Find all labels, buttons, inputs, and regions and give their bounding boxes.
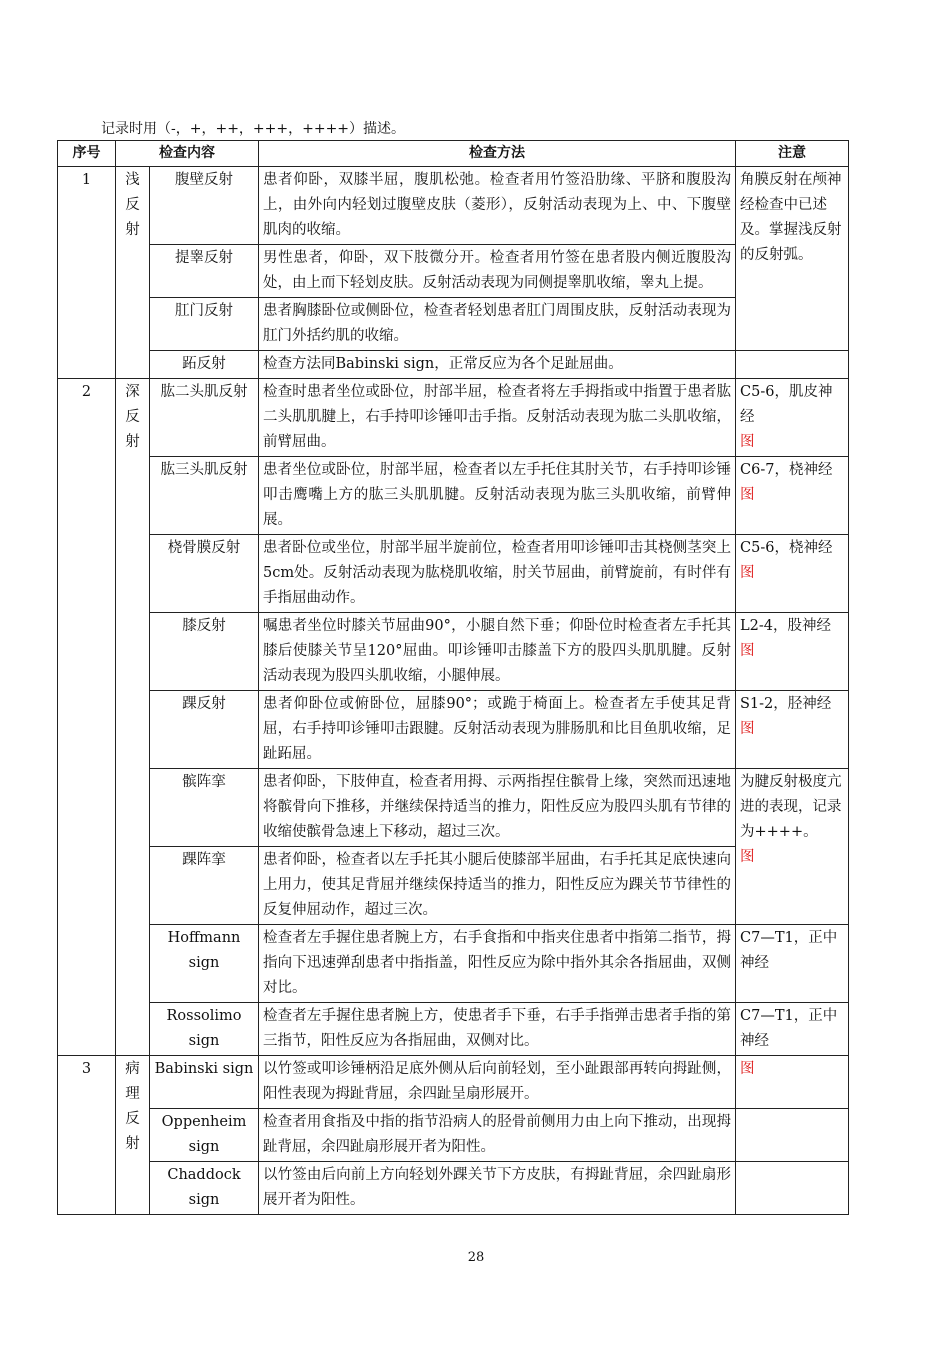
table-row	[58, 457, 849, 535]
item-method: 检查时患者坐位或卧位，肘部半屈，检查者将左手拇指或中指置于患者肱二头肌肌腱上，右手持叩诊锤叩击手指。反射活动表现为肱二头肌收缩，前臂屈曲。	[259, 379, 736, 457]
table-row	[58, 351, 849, 379]
note-text: S1-2，胫神经	[740, 696, 832, 712]
item-name: Rossolimo sign	[150, 1003, 259, 1056]
note-cell	[736, 1109, 849, 1162]
table-row	[58, 1162, 849, 1215]
table-row	[58, 535, 849, 613]
note-cell	[736, 379, 849, 457]
note-cell: C7—T1，正中神经	[736, 1003, 849, 1056]
table-row	[58, 691, 849, 769]
item-name: Oppenheim sign	[150, 1109, 259, 1162]
figure-link[interactable]: 图	[740, 721, 755, 737]
header-method: 检查方法	[259, 141, 736, 167]
item-name: 踝阵挛	[150, 847, 259, 925]
item-name: 踝反射	[150, 691, 259, 769]
group-category: 浅 反 射	[116, 167, 150, 379]
note-cell: 角膜反射在颅神经检查中已述及。掌握浅反射的反射弧。	[736, 167, 849, 351]
table-row	[58, 379, 849, 457]
note-text: C6-7，桡神经	[740, 462, 833, 478]
item-method: 嘱患者坐位时膝关节屈曲90°，小腿自然下垂；仰卧位时检查者左手托其膝后使膝关节呈120°屈曲。叩诊锤叩击膝盖下方的股四头肌肌腱。反射活动表现为股四头肌收缩，小腿伸展。	[259, 613, 736, 691]
table-header-row	[58, 141, 849, 167]
note-text: C5-6，肌皮神经	[740, 384, 833, 425]
figure-link[interactable]: 图	[740, 643, 755, 659]
group-category: 深 反 射	[116, 379, 150, 1056]
item-name: 桡骨膜反射	[150, 535, 259, 613]
figure-link[interactable]: 图	[740, 487, 755, 503]
header-item: 检查内容	[116, 141, 259, 167]
note-cell	[736, 769, 849, 925]
item-method: 患者坐位或卧位，肘部半屈，检查者以左手托住其肘关节，右手持叩诊锤叩击鹰嘴上方的肱三头肌肌腱。反射活动表现为肱三头肌收缩，前臂伸展。	[259, 457, 736, 535]
intro-text: 记录时用（-，+，++，+++，++++）描述。	[101, 121, 406, 137]
table-row	[58, 769, 849, 847]
item-method: 以竹签或叩诊锤柄沿足底外侧从后向前轻划，至小趾跟部再转向拇趾侧，阳性表现为拇趾背屈，余四趾呈扇形展开。	[259, 1056, 736, 1109]
figure-link[interactable]: 图	[740, 1061, 755, 1077]
item-name: 肛门反射	[150, 298, 259, 351]
note-cell	[736, 1162, 849, 1215]
item-method: 检查方法同Babinski sign，正常反应为各个足趾屈曲。	[259, 351, 736, 379]
item-method: 患者卧位或坐位，肘部半屈半旋前位，检查者用叩诊锤叩击其桡侧茎突上5cm处。反射活动表现为肱桡肌收缩，肘关节屈曲，前臂旋前，有时伴有手指屈曲动作。	[259, 535, 736, 613]
item-name: 膝反射	[150, 613, 259, 691]
group-number: 3	[58, 1056, 116, 1215]
group-number: 2	[58, 379, 116, 1056]
header-no: 序号	[58, 141, 116, 167]
note-cell	[736, 613, 849, 691]
item-name: Babinski sign	[150, 1056, 259, 1109]
item-name: 肱二头肌反射	[150, 379, 259, 457]
note-text: L2-4，股神经	[740, 618, 831, 634]
figure-link[interactable]: 图	[740, 849, 755, 865]
item-method: 患者胸膝卧位或侧卧位，检查者轻划患者肛门周围皮肤，反射活动表现为肛门外括约肌的收缩。	[259, 298, 736, 351]
table-row	[58, 613, 849, 691]
item-method: 男性患者，仰卧，双下肢微分开。检查者用竹签在患者股内侧近腹股沟处，由上而下轻划皮肤。反射活动表现为同侧提睾肌收缩，睾丸上提。	[259, 245, 736, 298]
table-row	[58, 925, 849, 1003]
item-method: 以竹签由后向前上方向轻划外踝关节下方皮肤，有拇趾背屈，余四趾扇形展开者为阳性。	[259, 1162, 736, 1215]
page-number: 28	[467, 1250, 485, 1265]
group-category: 病 理 反 射	[116, 1056, 150, 1215]
item-method: 患者仰卧，下肢伸直，检查者用拇、示两指捏住髌骨上缘，突然而迅速地将髌骨向下推移，并继续保持适当的推力，阳性反应为股四头肌有节律的收缩使髌骨急速上下移动，超过三次。	[259, 769, 736, 847]
item-method: 患者仰卧，双膝半屈，腹肌松弛。检查者用竹签沿肋缘、平脐和腹股沟上，由外向内轻划过腹壁皮肤（菱形），反射活动表现为上、中、下腹壁肌肉的收缩。	[259, 167, 736, 245]
item-name: 髌阵挛	[150, 769, 259, 847]
table-row	[58, 847, 849, 925]
header-note: 注意	[736, 141, 849, 167]
item-method: 检查者左手握住患者腕上方，使患者手下垂，右手手指弹击患者手指的第三指节，阳性反应为各指屈曲，双侧对比。	[259, 1003, 736, 1056]
item-name: 肱三头肌反射	[150, 457, 259, 535]
table-row	[58, 245, 849, 298]
table-row	[58, 1003, 849, 1056]
note-text: 为腱反射极度亢进的表现，记录为++++。	[740, 774, 842, 840]
note-cell	[736, 351, 849, 379]
note-cell	[736, 535, 849, 613]
item-name: 跖反射	[150, 351, 259, 379]
table-row	[58, 167, 849, 245]
group-number: 1	[58, 167, 116, 379]
note-text: C5-6，桡神经	[740, 540, 833, 556]
item-name: Chaddock sign	[150, 1162, 259, 1215]
item-name: 腹壁反射	[150, 167, 259, 245]
figure-link[interactable]: 图	[740, 565, 755, 581]
figure-link[interactable]: 图	[740, 434, 755, 450]
item-method: 检查者左手握住患者腕上方，右手食指和中指夹住患者中指第二指节，拇指向下迅速弹刮患者中指指盖，阳性反应为除中指外其余各指屈曲，双侧对比。	[259, 925, 736, 1003]
note-cell	[736, 691, 849, 769]
table-row	[58, 298, 849, 351]
note-cell: C7—T1，正中神经	[736, 925, 849, 1003]
note-cell	[736, 1056, 849, 1109]
reflex-table	[57, 140, 849, 1215]
table-row	[58, 1056, 849, 1109]
item-method: 检查者用食指及中指的指节沿病人的胫骨前侧用力由上向下推动，出现拇趾背屈，余四趾扇形展开者为阳性。	[259, 1109, 736, 1162]
table-row	[58, 1109, 849, 1162]
note-cell	[736, 457, 849, 535]
item-method: 患者仰卧，检查者以左手托其小腿后使膝部半屈曲，右手托其足底快速向上用力，使其足背屈并继续保持适当的推力，阳性反应为踝关节节律性的反复伸屈动作，超过三次。	[259, 847, 736, 925]
item-method: 患者仰卧位或俯卧位，屈膝90°；或跪于椅面上。检查者左手使其足背屈，右手持叩诊锤叩击跟腱。反射活动表现为腓肠肌和比目鱼肌收缩，足趾跖屈。	[259, 691, 736, 769]
item-name: 提睾反射	[150, 245, 259, 298]
item-name: Hoffmann sign	[150, 925, 259, 1003]
